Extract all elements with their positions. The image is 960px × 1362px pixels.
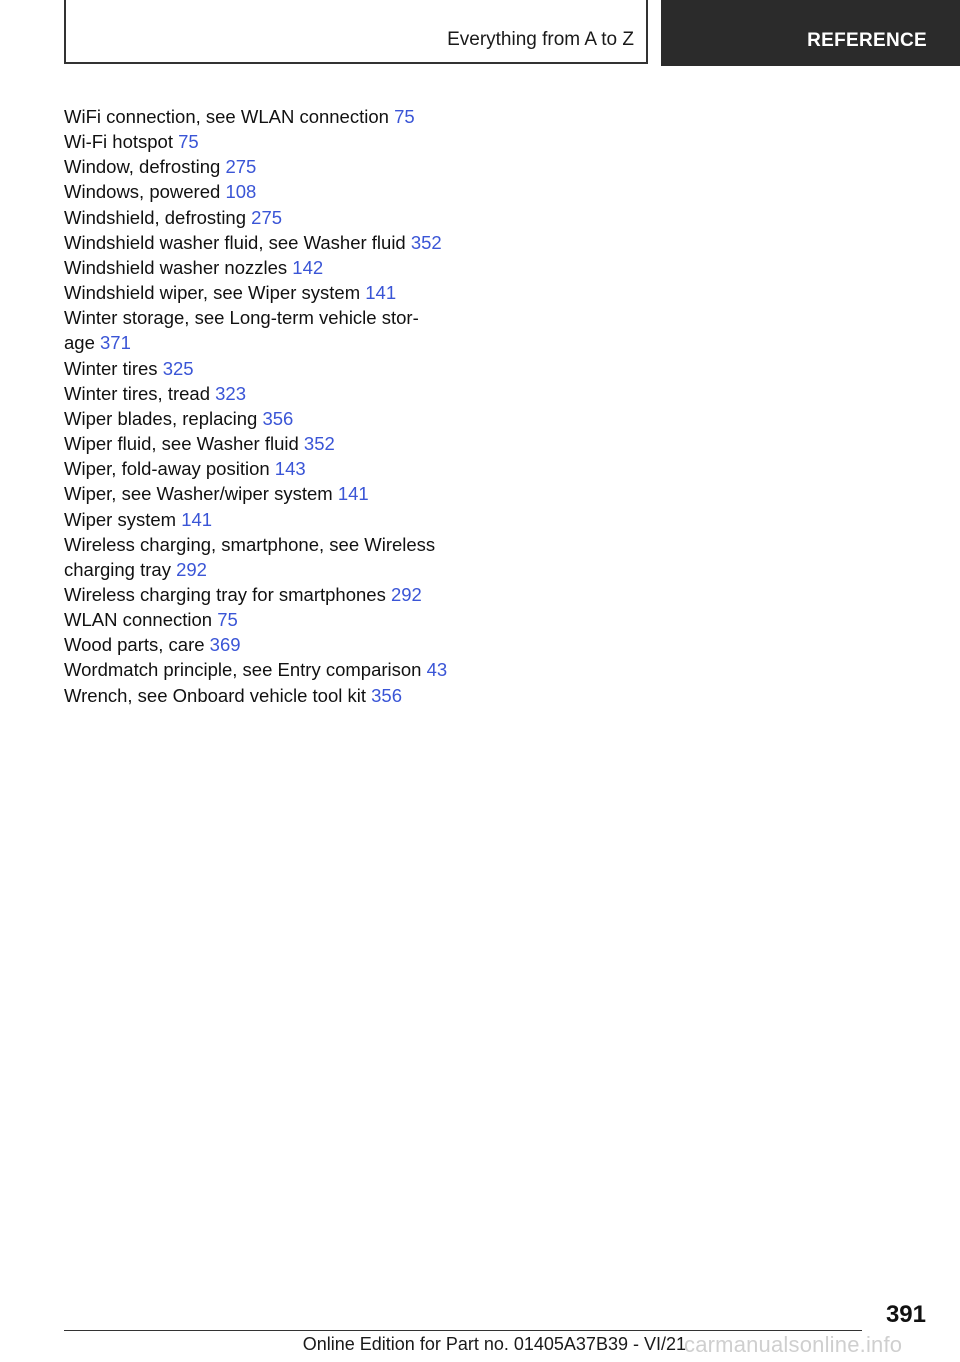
index-term: charging tray <box>64 558 171 580</box>
page-reference-link[interactable]: 142 <box>292 256 324 278</box>
index-entry <box>64 154 484 179</box>
page-reference-link[interactable]: 352 <box>410 231 442 253</box>
page-reference-link[interactable]: 43 <box>426 659 448 681</box>
index-entry <box>64 230 484 255</box>
page-reference-link[interactable]: 356 <box>262 407 294 429</box>
index-entry <box>64 381 484 406</box>
index-term: Wiper blades, replacing <box>64 407 258 429</box>
index-entry <box>64 657 484 682</box>
index-entry <box>64 129 484 154</box>
page-reference-link[interactable]: 356 <box>371 684 402 706</box>
index-entry-line <box>64 280 484 305</box>
index-entry <box>64 431 484 456</box>
header-frame <box>64 0 648 64</box>
page-reference-link[interactable]: 275 <box>225 156 257 178</box>
index-entry-line <box>64 205 484 230</box>
index-entry-line <box>64 381 484 406</box>
reference-tab <box>661 0 960 66</box>
index-entry-line <box>64 406 484 431</box>
index-entry <box>64 104 484 129</box>
index-entry-line <box>64 683 484 708</box>
index-entry <box>64 507 484 532</box>
page-reference-link[interactable]: 143 <box>274 458 306 480</box>
index-entry-line <box>64 632 484 657</box>
index-entry-line <box>64 582 484 607</box>
index-term: Winter tires, tread <box>64 382 210 404</box>
page-reference-link[interactable]: 275 <box>251 206 283 228</box>
index-term: Wiper system <box>64 508 177 530</box>
index-entry-line <box>64 255 484 280</box>
index-entry <box>64 481 484 506</box>
index-list <box>64 104 484 708</box>
index-entry-line <box>64 330 484 355</box>
index-term: Wood parts, care <box>64 634 205 656</box>
page-reference-link[interactable]: 141 <box>181 508 213 530</box>
index-entry <box>64 205 484 230</box>
index-entry-line <box>64 657 484 682</box>
section-title: Everything from A to Z <box>447 29 634 50</box>
index-entry-line <box>64 557 484 582</box>
index-term: Wi-Fi hotspot <box>64 131 173 153</box>
reference-tab-label: REFERENCE <box>807 30 927 51</box>
index-entry <box>64 305 484 355</box>
index-entry <box>64 280 484 305</box>
index-entry <box>64 532 484 582</box>
index-entry <box>64 582 484 607</box>
page-reference-link[interactable]: 369 <box>209 634 241 656</box>
index-term: Window, defrosting <box>64 156 221 178</box>
index-entry-line <box>64 179 484 204</box>
page-reference-link[interactable]: 323 <box>215 382 247 404</box>
index-entry <box>64 406 484 431</box>
index-entry <box>64 356 484 381</box>
page-reference-link[interactable]: 371 <box>100 332 131 354</box>
index-entry-line <box>64 154 484 179</box>
page-reference-link[interactable]: 141 <box>337 483 369 505</box>
index-entry-line <box>64 230 484 255</box>
index-term: Winter storage, see Long-term vehicle stor- <box>64 307 419 329</box>
index-entry-line <box>64 104 484 129</box>
index-term: WiFi connection, see WLAN connection <box>64 106 389 127</box>
index-entry <box>64 607 484 632</box>
index-term: Windshield washer fluid, see Washer fluid <box>64 231 406 253</box>
page-reference-link[interactable]: 75 <box>217 609 238 631</box>
index-term: Windshield wiper, see Wiper system <box>64 282 361 304</box>
page-reference-link[interactable]: 325 <box>162 357 194 379</box>
index-entry-line <box>64 431 484 456</box>
index-term: Wireless charging, smartphone, see Wireless <box>64 533 436 555</box>
index-term: Wordmatch principle, see Entry comparison <box>64 659 422 681</box>
page-reference-link[interactable]: 292 <box>390 583 422 605</box>
index-term: Windows, powered <box>64 181 221 203</box>
index-term: Wrench, see Onboard vehicle tool kit <box>64 684 366 706</box>
index-term: Wiper fluid, see Washer fluid <box>64 433 299 455</box>
index-entry <box>64 255 484 280</box>
index-entry-line <box>64 356 484 381</box>
index-entry <box>64 456 484 481</box>
footer-divider <box>64 1330 862 1331</box>
index-entry-line <box>64 607 484 632</box>
index-entry-line <box>64 129 484 154</box>
index-term: Windshield, defrosting <box>64 206 247 228</box>
index-entry-line <box>64 456 484 481</box>
index-entry-line <box>64 532 484 557</box>
index-entry <box>64 632 484 657</box>
index-term: Wireless charging tray for smartphones <box>64 583 386 605</box>
index-term: age <box>64 332 95 354</box>
page-reference-link[interactable]: 352 <box>303 433 335 455</box>
footer-edition-text: Online Edition for Part no. 01405A37B39 - VI/21 <box>302 1334 686 1354</box>
index-entry <box>64 683 484 708</box>
index-entry-line <box>64 507 484 532</box>
index-term: Wiper, fold-away position <box>64 458 270 480</box>
index-term: Windshield washer nozzles <box>64 256 288 278</box>
index-term: Wiper, see Washer/wiper system <box>64 483 333 505</box>
page-reference-link[interactable]: 292 <box>176 558 207 580</box>
page-reference-link[interactable]: 108 <box>225 181 257 203</box>
footer-watermark: carmanualsonline.info <box>684 1332 903 1357</box>
page-number: 391 <box>885 1301 926 1328</box>
page-reference-link[interactable]: 75 <box>394 106 415 127</box>
index-term: Winter tires <box>64 357 158 379</box>
index-entry <box>64 179 484 204</box>
page-reference-link[interactable]: 141 <box>365 282 397 304</box>
index-entry-line <box>64 305 484 330</box>
index-entry-line <box>64 481 484 506</box>
index-term: WLAN connection <box>64 609 213 631</box>
page-reference-link[interactable]: 75 <box>178 131 199 153</box>
